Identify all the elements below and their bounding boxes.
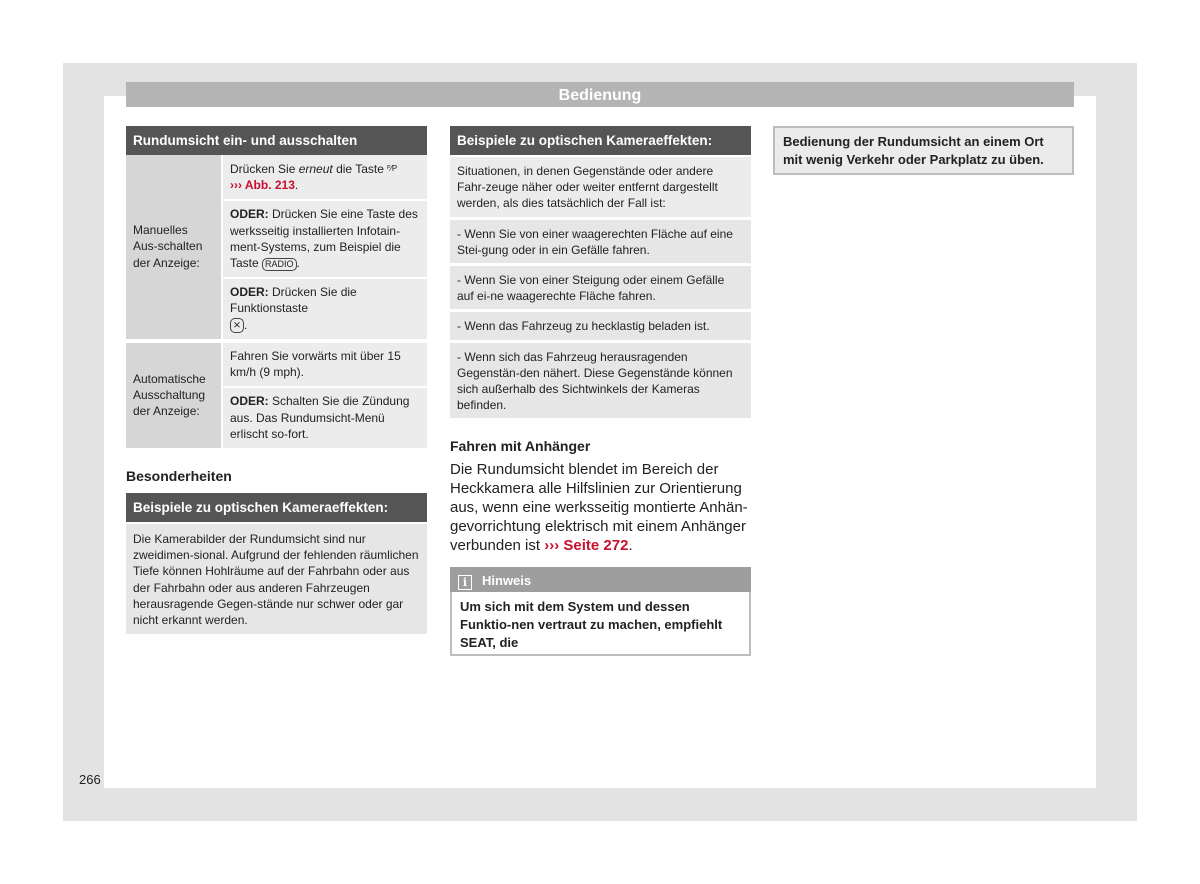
table-cell: ODER: Drücken Sie die Funktionstaste ⨯ . — [222, 278, 427, 341]
camera-effects-box-title: Beispiele zu optischen Kameraeffekten: — [126, 493, 427, 522]
page-number: 266 — [79, 772, 101, 787]
camera-effects-list — [450, 157, 751, 418]
column-right — [773, 126, 1074, 175]
table-cell: ODER: Drücken Sie eine Taste des werksseitig installierten Infotain-ment-Systems, zum Beispiel die Taste RADIO . — [222, 200, 427, 278]
row-label-manual: Manuelles Aus-schalten der Anzeige: — [126, 155, 222, 341]
page-link[interactable]: ››› Seite 272 — [544, 537, 629, 555]
control-table — [126, 155, 427, 448]
close-key-icon: ⨯ — [230, 318, 244, 333]
besonderheiten-heading: Besonderheiten — [126, 467, 232, 484]
table-cell: Fahren Sie vorwärts mit über 15 km/h (9 mph). — [222, 341, 427, 387]
row-label-auto: Automatische Ausschaltung der Anzeige: — [126, 341, 222, 448]
list-item: - Wenn sich das Fahrzeug herausragenden Gegenstän-den nähert. Diese Gegenstände können sich außerhalb des Sichtwinkels der Kameras befinden. — [450, 343, 751, 419]
table-cell: ODER: Schalten Sie die Zündung aus. Das Rundumsicht-Menü erlischt so-fort. — [222, 387, 427, 448]
list-item: - Wenn Sie von einer waagerechten Fläche auf eine Stei-gung oder in ein Gefälle fahren. — [450, 220, 751, 263]
table-title: Rundumsicht ein- und ausschalten — [126, 126, 427, 155]
figure-link[interactable]: ››› Abb. 213 — [230, 178, 295, 193]
hint-text: Um sich mit dem System und dessen Funktio-nen vertraut zu machen, empfiehlt SEAT, die — [450, 592, 751, 656]
hint-header: i Hinweis — [450, 567, 751, 592]
radio-key-icon: RADIO — [262, 258, 297, 271]
camera-effects-box-title: Beispiele zu optischen Kameraeffekten: — [450, 126, 751, 155]
trailer-heading: Fahren mit Anhänger — [450, 438, 591, 455]
camera-key-icon: ᴾ⁄P — [387, 164, 398, 173]
list-item: - Wenn das Fahrzeug zu hecklastig beladen ist. — [450, 312, 751, 339]
list-item: Situationen, in denen Gegenstände oder andere Fahr-zeuge näher oder weiter entfernt dargestellt werden, als dies tatsächlich der Fall ist: — [450, 157, 751, 217]
hint-box — [450, 567, 751, 656]
table-cell: Drücken Sie erneut die Taste $^{ᴾ⁄P}$ ››› Abb. 213. — [222, 155, 427, 200]
list-item: - Wenn Sie von einer Steigung oder einem Gefälle auf ei-ne waagerechte Fläche fahren. — [450, 266, 751, 309]
column-middle — [450, 126, 751, 656]
info-icon: i — [458, 575, 472, 590]
hint-continuation-box: Bedienung der Rundumsicht an einem Ort mit wenig Verkehr oder Parkplatz zu üben. — [773, 126, 1074, 175]
section-header: Bedienung — [126, 82, 1074, 107]
trailer-paragraph: Die Rundumsicht blendet im Bereich der Heckkamera alle Hilfslinien zur Orientierung aus, wenn eine werksseitig montierte Anhän-gevorrichtung elektrisch mit einem Anhänger verbunden ist ››› Seite 272. — [450, 461, 748, 555]
camera-effects-box-text: Die Kamerabilder der Rundumsicht sind nur zweidimen-sional. Aufgrund der fehlenden räumlichen Tiefe können Hohlräume auf der Fahrbahn oder aus der Fahrbahn oder aus anderen Fahrzeugen herausragende Gegen-stände nur schwer oder gar nicht erkannt werden. — [126, 524, 427, 634]
column-left — [126, 126, 427, 634]
